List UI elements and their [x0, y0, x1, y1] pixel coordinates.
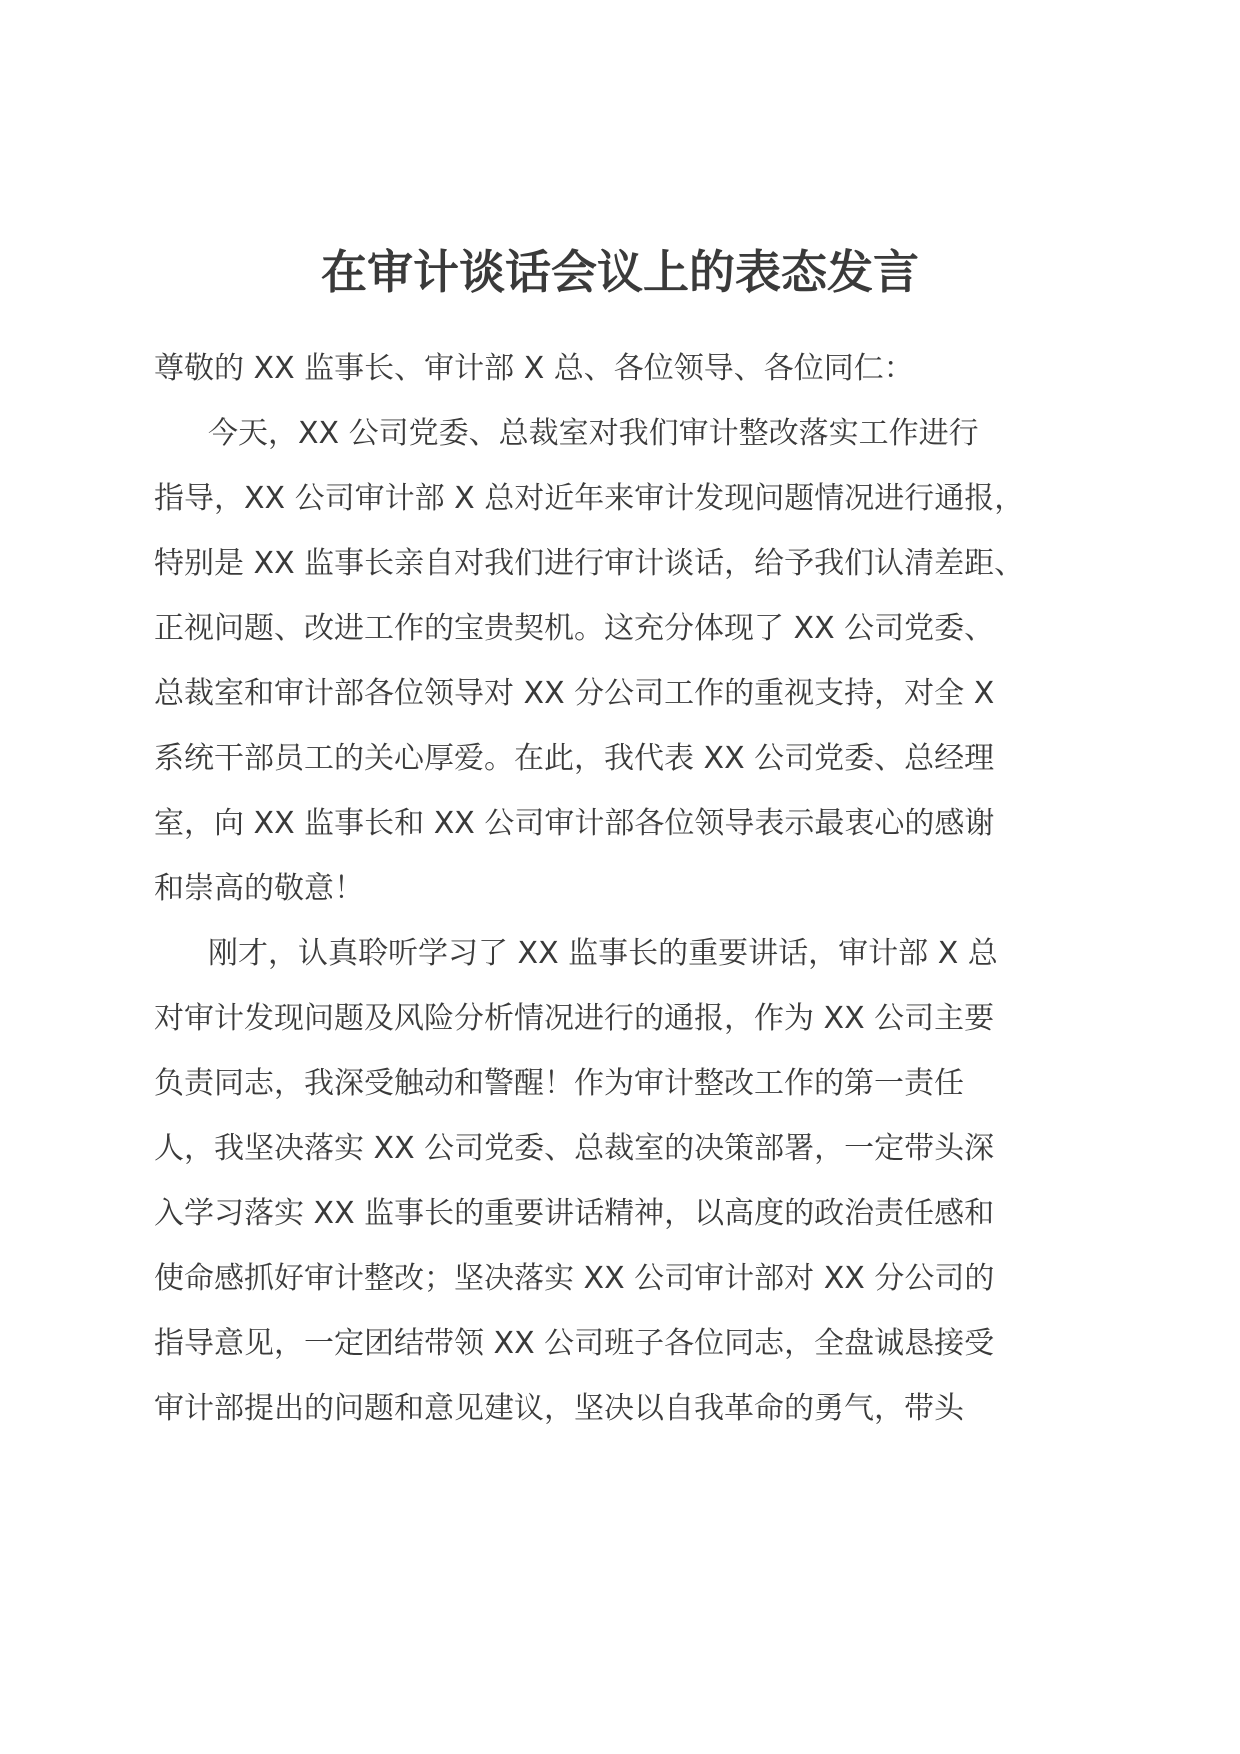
- paragraph-2-line-8: 审计部提出的问题和意见建议，坚决以自我革命的勇气，带头: [154, 1391, 964, 1426]
- document-body: [154, 336, 1120, 1441]
- paragraph-1-line-2: 指导，XX 公司审计部 X 总对近年来审计发现问题情况进行通报，: [154, 481, 1025, 516]
- paragraph-1-line-8: 和崇高的敬意！: [154, 871, 364, 906]
- paragraph-2-line-6: 使命感抓好审计整改；坚决落实 XX 公司审计部对 XX 分公司的: [154, 1261, 995, 1296]
- paragraph-2-line-3: 负责同志，我深受触动和警醒！作为审计整改工作的第一责任: [154, 1066, 964, 1101]
- paragraph-1-line-6: 系统干部员工的关心厚爱。在此，我代表 XX 公司党委、总经理: [154, 741, 995, 776]
- paragraph-1-line-3: 特别是 XX 监事长亲自对我们进行审计谈话，给予我们认清差距、: [154, 546, 1025, 581]
- paragraph-2-line-1: 刚才，认真聆听学习了 XX 监事长的重要讲话，审计部 X 总: [208, 936, 998, 971]
- paragraph-1-line-5: 总裁室和审计部各位领导对 XX 分公司工作的重视支持，对全 X: [154, 676, 995, 711]
- paragraph-2-line-7: 指导意见，一定团结带领 XX 公司班子各位同志，全盘诚恳接受: [154, 1326, 995, 1361]
- paragraph-1-line-1: 今天，XX 公司党委、总裁室对我们审计整改落实工作进行: [208, 416, 979, 451]
- document-title: 在审计谈话会议上的表态发言: [321, 245, 919, 299]
- salutation-line: 尊敬的 XX 监事长、审计部 X 总、各位领导、各位同仁：: [154, 351, 914, 386]
- paragraph-2-line-5: 入学习落实 XX 监事长的重要讲话精神，以高度的政治责任感和: [154, 1196, 995, 1231]
- paragraph-1-line-7: 室，向 XX 监事长和 XX 公司审计部各位领导表示最衷心的感谢: [154, 806, 995, 841]
- paragraph-2-line-2: 对审计发现问题及风险分析情况进行的通报，作为 XX 公司主要: [154, 1001, 995, 1036]
- paragraph-1-line-4: 正视问题、改进工作的宝贵契机。这充分体现了 XX 公司党委、: [154, 611, 995, 646]
- paragraph-2-line-4: 人，我坚决落实 XX 公司党委、总裁室的决策部署，一定带头深: [154, 1131, 995, 1166]
